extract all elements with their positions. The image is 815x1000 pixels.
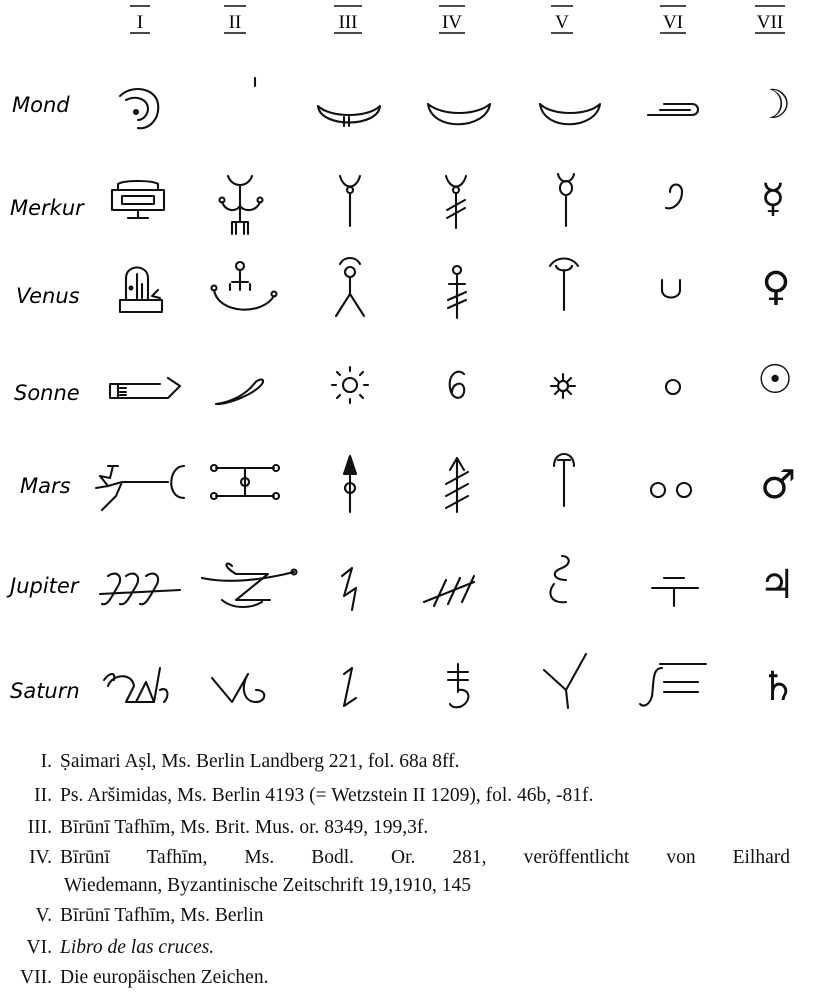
row-label-saturn: Saturn (10, 679, 80, 703)
mars-symbol-7: ♂ (760, 462, 796, 508)
mars-symbol-2 (211, 465, 279, 499)
legend-number: I. (40, 751, 52, 772)
sonne-symbol-4 (450, 372, 464, 398)
jupiter-symbols (100, 556, 795, 610)
column-header-6: VI (662, 12, 684, 33)
mond-symbol-6 (648, 104, 698, 115)
saturn-symbol-7: ♄ (760, 664, 796, 710)
column-header-7: VII (756, 12, 784, 33)
legend-text: Bīrūnī Tafhīm, Ms. Bodl. Or. 281, veröffentlicht von Eilhard (60, 847, 790, 868)
mond-symbol-1 (120, 89, 158, 128)
column-header-4: IV (441, 12, 463, 33)
column-header-2: II (228, 12, 242, 33)
saturn-symbol-2 (212, 674, 264, 702)
row-label-venus: Venus (16, 284, 80, 308)
legend-number: V. (35, 905, 52, 926)
saturn-symbol-1 (104, 668, 167, 702)
legend-text: Ps. Aršimidas, Ms. Berlin 4193 (= Wetzstein II 1209), fol. 46b, -81f. (60, 785, 594, 806)
venus-symbols (120, 258, 791, 318)
legend-text: Bīrūnī Tafhīm, Ms. Brit. Mus. or. 8349, 199,3f. (60, 817, 429, 838)
column-header-3: III (338, 12, 358, 33)
legend-text: Libro de las cruces. (60, 937, 215, 958)
merkur-symbols (112, 174, 785, 234)
legend-number: II. (34, 785, 52, 806)
row-labels (6, 93, 85, 703)
row-label-sonne: Sonne (14, 381, 80, 405)
venus-symbol-1 (120, 268, 162, 313)
legend-number: III. (27, 817, 52, 838)
saturn-symbol-3 (344, 668, 356, 706)
sonne-symbol-6 (666, 380, 680, 394)
legend-text: Bīrūnī Tafhīm, Ms. Berlin (60, 905, 264, 926)
venus-symbol-4 (448, 266, 466, 318)
legend-number: VII. (20, 967, 52, 988)
merkur-symbol-1 (112, 181, 164, 218)
mond-symbol-7: ☽ (755, 82, 791, 128)
row-label-merkur: Merkur (10, 196, 84, 220)
merkur-symbol-6 (666, 185, 682, 209)
sonne-symbol-3 (332, 367, 368, 403)
jupiter-symbol-1 (100, 574, 180, 605)
merkur-symbol-4 (446, 176, 466, 228)
venus-symbol-3 (336, 258, 364, 316)
legend-text: Die europäischen Zeichen. (60, 967, 269, 988)
mond-symbol-3 (318, 106, 380, 126)
mars-symbols (96, 454, 796, 512)
legend-number: VI. (26, 937, 52, 958)
column-header-1: I (136, 12, 144, 33)
column-headers (130, 6, 785, 33)
jupiter-symbol-4 (424, 576, 474, 606)
merkur-symbol-5 (558, 174, 574, 226)
legend-text-continued: Wiedemann, Byzantinische Zeitschrift 19,1910, 145 (64, 875, 471, 896)
sonne-symbols (110, 357, 793, 404)
mars-symbol-1 (96, 466, 184, 510)
merkur-symbol-3 (340, 176, 360, 226)
merkur-symbol-7: ☿ (760, 176, 786, 222)
venus-symbol-2 (212, 262, 277, 310)
venus-symbol-6 (662, 280, 680, 298)
mars-symbol-5 (554, 454, 574, 506)
jupiter-symbol-5 (550, 556, 568, 602)
row-label-jupiter: Jupiter (10, 574, 79, 598)
mars-symbol-3 (344, 456, 356, 512)
sonne-symbol-7: ☉ (757, 357, 793, 403)
row-label-mond: Mond (12, 93, 70, 117)
saturn-symbol-5 (544, 654, 586, 708)
saturn-symbol-4 (448, 664, 468, 707)
saturn-symbol-6 (640, 664, 706, 706)
merkur-symbol-2 (220, 176, 263, 234)
row-label-mars: Mars (20, 474, 71, 498)
source-legend (0, 748, 815, 998)
sonne-symbol-2 (216, 380, 263, 405)
venus-symbol-7: ♀ (761, 264, 791, 310)
saturn-symbols (104, 654, 796, 710)
mars-symbol-4 (446, 458, 468, 512)
mars-symbol-6 (651, 483, 691, 497)
jupiter-symbol-7: ♃ (759, 562, 795, 608)
mond-symbol-4 (428, 104, 490, 124)
sonne-symbol-1 (110, 378, 180, 398)
column-header-5: V (555, 12, 569, 33)
venus-symbol-5 (550, 259, 578, 311)
mond-symbols (120, 78, 791, 128)
jupiter-symbol-6 (652, 578, 698, 606)
legend-number: IV. (29, 847, 52, 868)
jupiter-symbol-3 (342, 568, 356, 610)
jupiter-symbol-2 (202, 564, 297, 607)
sonne-symbol-5 (551, 374, 575, 398)
mond-symbol-5 (540, 104, 600, 124)
legend-text: Ṣaimari Aṣl, Ms. Berlin Landberg 221, fol. 68a 8ff. (60, 751, 460, 772)
